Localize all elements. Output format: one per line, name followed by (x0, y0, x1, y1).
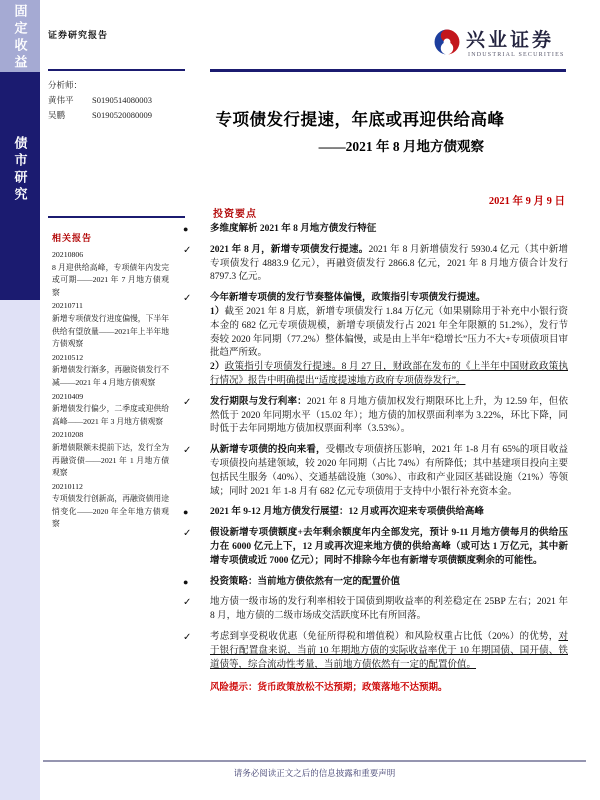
divider-analyst (48, 69, 185, 71)
highlight-text: 多维度解析 2021 年 8 月地方债发行特征 (210, 224, 377, 234)
highlight-item (183, 631, 568, 672)
page-subtitle: ——2021 年 8 月地方债观察 (318, 139, 484, 154)
highlights-body (183, 223, 568, 693)
highlight-item (183, 244, 568, 285)
bullet-icon: ● (183, 576, 189, 587)
check-icon: ✓ (183, 293, 192, 305)
bullet-icon: ● (183, 224, 189, 234)
highlight-item (183, 292, 568, 389)
check-icon: ✓ (183, 597, 192, 609)
related-report-item (52, 391, 169, 429)
divider-header (210, 69, 566, 72)
section-header-highlights: 投资要点 (213, 209, 257, 220)
highlights-list (183, 223, 568, 672)
check-icon: ✓ (183, 631, 192, 643)
report-type-label: 证券研究报告 (48, 30, 109, 40)
related-reports (52, 231, 169, 532)
related-report-date: 20210512 (52, 352, 84, 362)
check-icon: ✓ (183, 396, 192, 408)
risk-warning: 风险提示：货币政策放松不达预期；政策落地不达预期。 (210, 683, 448, 694)
highlight-item (183, 444, 568, 499)
highlight-item (183, 506, 568, 520)
related-report-date: 20210409 (52, 391, 84, 401)
highlight-item (183, 396, 568, 437)
related-report-title: 新增债发行偏少，二季度或迎供给高峰——2021 年 3 月地方债观察 (52, 404, 169, 426)
related-report-item (52, 352, 169, 390)
related-report-date: 20210711 (52, 301, 83, 311)
related-reports-list (52, 249, 169, 531)
related-report-title: 专项债发行创新高，再融资债用途悄变化——2020 年全年地方债观察 (52, 494, 169, 529)
check-icon: ✓ (183, 528, 192, 540)
highlight-item (183, 527, 568, 568)
related-report-title: 新增债限额未提前下达，发行全为再融资债——2021 年 1 月地方债观察 (52, 442, 169, 478)
analyst-label: 分析师： (48, 80, 83, 90)
analyst-block (48, 78, 193, 123)
footer-disclaimer: 请务必阅读正文之后的信息披露和重要声明 (233, 768, 396, 778)
bullet-icon: ● (183, 507, 189, 518)
related-report-title: 新增债发行渐多，再融资债发行不减——2021 年 4 月地方债观察 (52, 365, 169, 387)
divider-footer (43, 760, 586, 762)
highlight-text: 假设新增专项债额度+去年剩余额度年内全部发完，预计 9-11 月地方债每月的供给压力在 6000 亿元上下，12 月或再次迎来地方债的供给高峰（或可达 1 万亿元，其中新增专项债或近 7000 亿元）；同时不排除今年也有新增专项债额度剩余的可能性。 (210, 528, 568, 566)
analyst-id: S0190520080009 (92, 110, 152, 120)
highlight-text: 地方债一级市场的发行利率相较于国债到期收益率的利差稳定在 25BP 左右；2021 年 8 月，地方债的二级市场成交活跃度环比有所回落。 (210, 597, 568, 622)
check-icon: ✓ (183, 244, 192, 256)
highlight-text: 考虑到享受税收优惠（免征所得税和增值税）和风险权重占比低（20%）的优势，对于银行配置盘来说，当前 10 年期地方债的实际收益率优于 10 年期国债、国开债、铁道债等，综合流动性考量，当前地方债依然有一定的配置价值。 (210, 631, 568, 670)
related-report-item (52, 300, 169, 350)
analyst-name: 黄伟平 (48, 95, 74, 105)
highlight-text: 发行期限与发行利率：2021 年 8 月地方债加权发行期限环比上升，为 12.59 年，但依然低于 2020 年同期水平（15.02 年）；地方债的加权票面利率为 3.22%，环比下降，同时低于去年同期地方债加权票面利率（3.53%）。 (210, 396, 568, 435)
banner-bond-research-label: 债市研究 (12, 136, 28, 204)
page-title: 专项债发行提速，年底或再迎供给高峰 (215, 110, 505, 129)
logo-swirl-icon (434, 29, 460, 60)
analyst-name: 吴鹏 (48, 110, 66, 120)
analyst-row (48, 93, 193, 108)
report-date: 2021 年 9 月 9 日 (488, 196, 565, 207)
banner-bond-research (0, 72, 40, 300)
highlight-text: 从新增专项债的投向来看，受棚改专项债挤压影响，2021 年 1-8 月有 65%的项目收益专项债投向基建领域，较 2020 年同期（占比 74%）有所降低；其中基建项目投向主要包括民生服务（40%）、交通基础设施（30%）、市政和产业园区基础设施（21%）等领域；同时 2021 年 1-8 月有 682 亿元专项债用于支持中小银行补充资本金。 (210, 445, 568, 497)
highlight-text: 2021 年 9-12 月地方债发行展望：12 月或再次迎来专项债供给高峰 (210, 507, 484, 518)
brand-name-cn: 兴业证券 (466, 30, 555, 51)
banner-spacer (0, 300, 40, 800)
banner-fixed-income (0, 0, 40, 72)
highlight-item (183, 596, 568, 624)
related-report-item (52, 429, 169, 479)
related-reports-header: 相关报告 (52, 233, 93, 243)
analyst-list (48, 93, 193, 123)
related-report-date: 20210806 (52, 250, 84, 259)
related-report-date: 20210208 (52, 430, 84, 440)
related-report-item (52, 249, 169, 299)
related-report-item (52, 481, 169, 531)
related-report-date: 20210112 (52, 481, 83, 491)
highlight-item (183, 576, 568, 590)
highlight-text: 2021 年 8 月，新增专项债发行提速。2021 年 8 月新增债发行 5930.4 亿元（其中新增专项债发行 4883.9 亿元），再融资债发行 2866.8 亿元，2021 年 8 月地方债合计发行 8797.3 亿元。 (210, 244, 568, 283)
analyst-row (48, 108, 193, 123)
banner-fixed-income-label: 固定收益 (12, 4, 28, 72)
related-report-title: 新增专项债发行进度偏慢，下半年供给有望放量——2021年上半年地方债观察 (52, 313, 169, 349)
company-logo (434, 29, 564, 60)
brand-name-en: INDUSTRIAL SECURITIES (468, 52, 565, 58)
highlight-text: 投资策略：当前地方债依然有一定的配置价值 (210, 576, 401, 587)
title-block (190, 106, 530, 155)
related-report-title: 8 月迎供给高峰，专项债年内发完或可期——2021 年 7 月地方债观察 (52, 262, 169, 297)
check-icon: ✓ (183, 445, 192, 457)
analyst-id: S0190514080003 (92, 95, 152, 105)
highlight-text: 今年新增专项债的发行节奏整体偏慢，政策指引专项债发行提速。 1）截至 2021 年 8 月底，新增专项债发行 1.84 万亿元（如果剔除用于补充中小银行资本金的 682 亿元专项债规模，新增专项债发行占 2021 年全年限额的 51.2%），发行节奏较 2020 年同期（77.2%）整体偏慢，或是由上半年“稳增长”压力不大+专项债项目审批趋严所致。 2）政策指引专项债发行提速。8 月 27 日，财政部在发布的《上半年中国财政政策执行情况》报告中明确提出“适度提速地方政府专项债券发行”。 (210, 293, 568, 386)
highlight-item (183, 223, 568, 237)
divider-related (48, 216, 185, 218)
